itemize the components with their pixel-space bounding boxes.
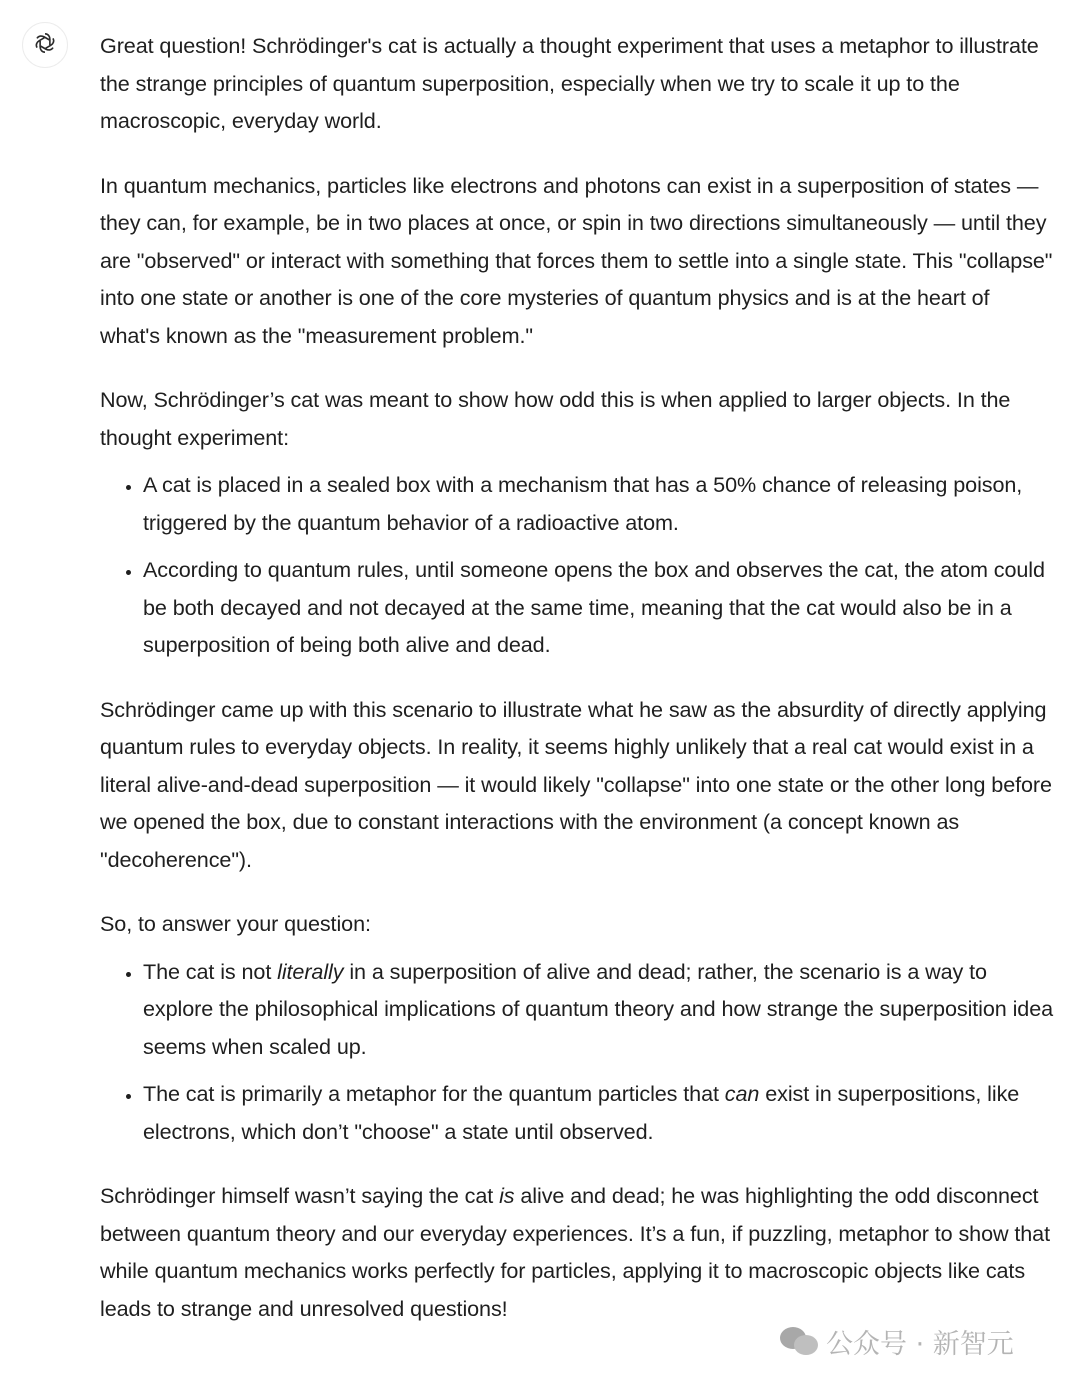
- paragraph-thought-experiment: Now, Schrödinger’s cat was meant to show how odd this is when applied to larger objects. In the thought experiment:: [100, 387, 1011, 450]
- list-item: • The cat is primarily a metaphor for the quantum particles that can exist in superpositions, like electrons, which don’t "choose" a state until observed.: [143, 1075, 1055, 1150]
- watermark-text: 公众号 · 新智元: [826, 1329, 1014, 1360]
- paragraph-intro: Great question! Schrödinger's cat is actually a thought experiment that uses a metaphor to illustrate the strange principles of quantum superposition, especially when we try to scale it up to the macroscopic, everyday world.: [100, 33, 1039, 133]
- assistant-message: [100, 27, 1055, 1354]
- openai-logo-icon: [32, 30, 58, 61]
- paragraph-conclusion: Schrödinger himself wasn’t saying the cat is alive and dead; he was highlighting the odd disconnect between quantum theory and our everyday experiences. It’s a fun, if puzzling, metaphor to show that while quantum mechanics works perfectly for particles, applying it to macroscopic objects like cats leads to strange and unresolved questions!: [100, 1183, 1050, 1321]
- paragraph-superposition: In quantum mechanics, particles like electrons and photons can exist in a superposition of states — they can, for example, be in two places at once, or spin in two directions simultaneously — until they are "observed" or interact with something that forces them to settle into a single state. This "collapse" into one state or another is one of the core mysteries of quantum physics and is at the heart of what's known as the "measurement problem.": [100, 172, 1053, 348]
- list-item: • The cat is not literally in a superposition of alive and dead; rather, the scenario is a way to explore the philosophical implications of quantum theory and how strange the superposition idea seems when scaled up.: [143, 953, 1055, 1066]
- emphasis: literally: [277, 958, 344, 984]
- answer-list: [100, 953, 1055, 1151]
- paragraph-answer-lead: So, to answer your question:: [100, 911, 371, 936]
- emphasis: can: [724, 1081, 760, 1106]
- experiment-list: [100, 466, 1055, 664]
- list-item: • According to quantum rules, until someone opens the box and observes the cat, the atom could be both decayed and not decayed at the same time, meaning that the cat would also be in a superposition of being both alive and dead.: [143, 551, 1055, 664]
- paragraph-absurdity: Schrödinger came up with this scenario to illustrate what he saw as the absurdity of directly applying quantum rules to everyday objects. In reality, it seems highly unlikely that a real cat would exist in a literal alive-and-dead superposition — it would likely "collapse" into one state or the other long before we opened the box, due to constant interactions with the environment (a concept known as "decoherence").: [100, 696, 1052, 872]
- assistant-avatar: [22, 22, 68, 68]
- emphasis: is: [499, 1183, 515, 1208]
- list-item: • A cat is placed in a sealed box with a mechanism that has a 50% chance of releasing poison, triggered by the quantum behavior of a radioactive atom.: [143, 466, 1055, 541]
